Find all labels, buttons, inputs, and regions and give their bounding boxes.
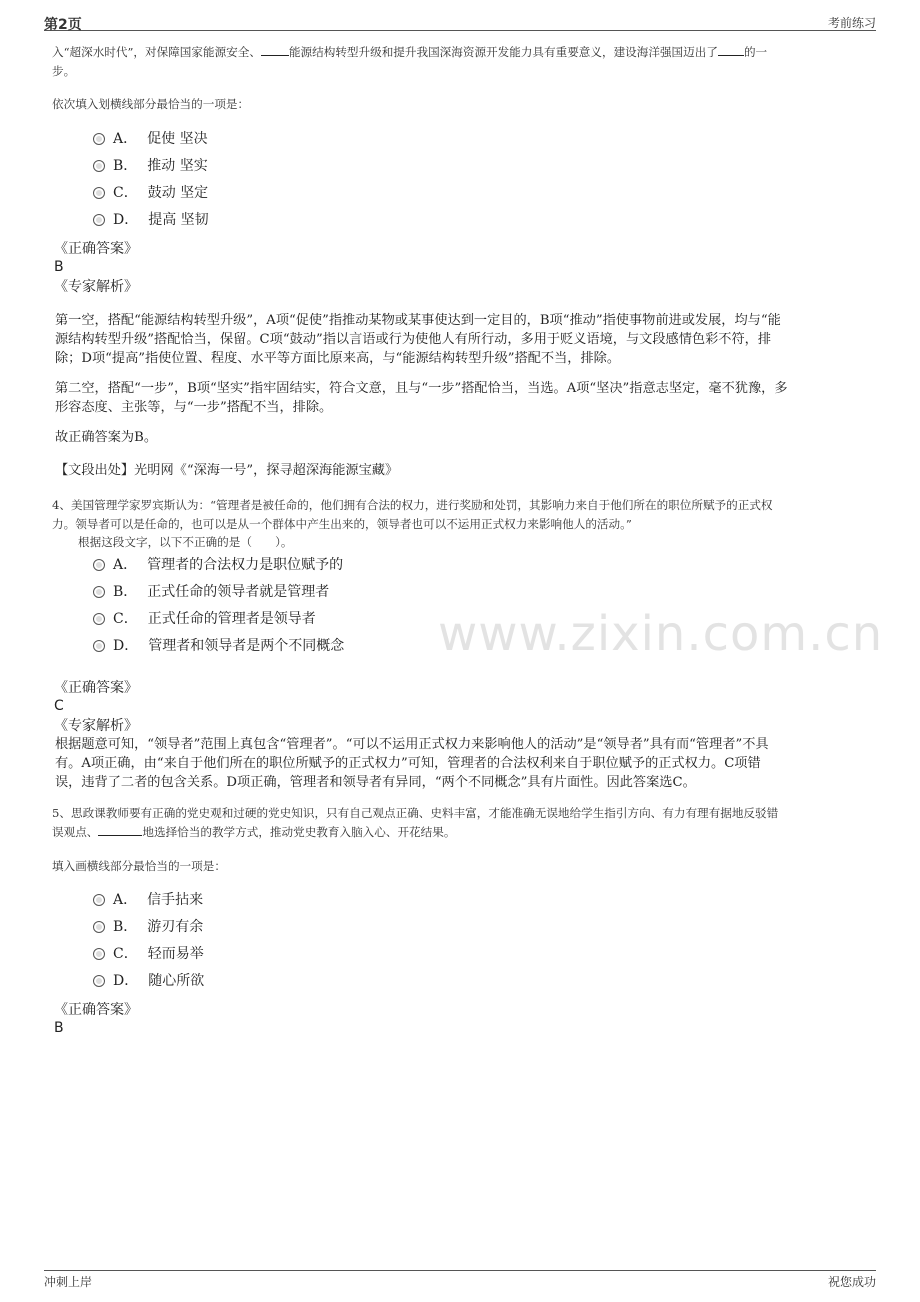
q5-option-b[interactable]: B． 游刃有余	[93, 918, 203, 936]
page-header	[44, 14, 876, 31]
radio-icon[interactable]	[93, 613, 105, 625]
radio-icon[interactable]	[93, 559, 105, 571]
page-number: 第2页	[44, 17, 82, 33]
q4-stem-line2: 力。领导者可以是任命的，也可以是从一个群体中产生出来的，领导者也可以不运用正式权力来影响他人的活动。”	[52, 517, 632, 531]
q4-analysis-line2: 有。A项正确，由“来自于他们所在的职位所赋予的正式权力”可知，管理者的合法权利来自于职位赋予的正式权力。C项错	[55, 756, 761, 771]
q5-stem	[52, 804, 872, 842]
q3-analysis-p1-line3: 除；D项“提高”指使位置、程度、水平等方面比原来高，与“能源结构转型升级”搭配不当，排除。	[55, 351, 621, 366]
q3-analysis-p1-line1: 第一空，搭配“能源结构转型升级”，A项“促使”指推动某物或某事使达到一定目的，B项“推动”指使事物前进或发展，均与“能	[55, 313, 781, 328]
q4-option-d[interactable]: D． 管理者和领导者是两个不同概念	[93, 637, 344, 655]
q4-prompt: 根据这段文字，以下不正确的是（ ）。	[78, 535, 293, 549]
q3-option-a[interactable]: A． 促使 坚决	[93, 130, 208, 148]
q4-stem-line1: 4、美国管理学家罗宾斯认为：“管理者是被任命的，他们拥有合法的权力，进行奖励和处罚，其影响力来自于他们所在的职位所赋予的正式权	[52, 498, 773, 512]
q3-blank-2	[718, 43, 744, 56]
q5-prompt: 填入画横线部分最恰当的一项是：	[52, 859, 226, 873]
q3-analysis-p2-line1: 第二空，搭配“一步”，B项“坚实”指牢固结实，符合文意，且与“一步”搭配恰当，当选。A项“坚决”指意志坚定，毫不犹豫，多	[55, 381, 788, 396]
radio-icon[interactable]	[93, 975, 105, 987]
q4-answer-label: 《正确答案》	[54, 680, 138, 696]
q4-analysis-line1: 根据题意可知，“领导者”范围上真包含“管理者”。“可以不运用正式权力来影响他人的活动”是“领导者”具有而“管理者”不具	[55, 737, 769, 752]
q4-stem	[52, 496, 872, 534]
page-footer	[44, 1270, 876, 1293]
q5-option-a[interactable]: A． 信手拈来	[93, 891, 203, 909]
footer-left: 冲刺上岸	[44, 1275, 93, 1289]
q3-stem-line2: 步。	[52, 64, 76, 78]
q3-answer: B	[54, 259, 64, 275]
radio-icon[interactable]	[93, 187, 105, 199]
q4-analysis-line3: 误，违背了二者的包含关系。D项正确，管理者和领导者有异同，“两个不同概念”具有片面性。因此答案选C。	[55, 775, 696, 790]
q4-analysis	[55, 735, 875, 792]
radio-icon[interactable]	[93, 640, 105, 652]
q5-answer-label: 《正确答案》	[54, 1002, 138, 1018]
q3-option-d[interactable]: D． 提高 坚韧	[93, 211, 209, 229]
radio-icon[interactable]	[93, 921, 105, 933]
radio-icon[interactable]	[93, 948, 105, 960]
watermark: www.zixin.com.cn	[438, 606, 884, 662]
q3-analysis-label: 《专家解析》	[54, 279, 138, 295]
radio-icon[interactable]	[93, 160, 105, 172]
header-title: 考前练习	[827, 16, 876, 30]
q3-analysis-p1-line2: 源结构转型升级”搭配恰当，保留。C项“鼓动”指以言语或行为使他人有所行动，多用于贬义语境，与文段感情色彩不符，排	[55, 332, 772, 347]
q3-option-b[interactable]: B． 推动 坚实	[93, 157, 208, 175]
q3-answer-label: 《正确答案》	[54, 241, 138, 257]
q3-analysis-p2	[55, 379, 875, 417]
q4-option-a[interactable]: A． 管理者的合法权力是职位赋予的	[93, 556, 343, 574]
q3-blank-1	[261, 43, 289, 56]
q3-stem	[52, 43, 872, 81]
q4-analysis-label: 《专家解析》	[54, 718, 138, 734]
q5-answer: B	[54, 1020, 64, 1036]
q3-analysis-p1	[55, 311, 875, 368]
q3-prompt: 依次填入划横线部分最恰当的一项是：	[52, 97, 250, 111]
radio-icon[interactable]	[93, 133, 105, 145]
footer-right: 祝您成功	[827, 1275, 876, 1289]
q4-option-c[interactable]: C． 正式任命的管理者是领导者	[93, 610, 316, 628]
radio-icon[interactable]	[93, 894, 105, 906]
q5-option-c[interactable]: C． 轻而易举	[93, 945, 204, 963]
q5-stem-line2: 误观点、 地选择恰当的教学方式，推动党史教育入脑入心、开花结果。	[52, 825, 456, 839]
q3-source: 【文段出处】光明网《“深海一号”，探寻超深海能源宝藏》	[55, 463, 399, 478]
q3-conclusion: 故正确答案为B。	[55, 430, 158, 445]
q3-option-c[interactable]: C． 鼓动 坚定	[93, 184, 208, 202]
radio-icon[interactable]	[93, 214, 105, 226]
q3-stem-line1: 入“超深水时代”，对保障国家能源安全、 能源结构转型升级和提升我国深海资源开发能力具有重要意义，建设海洋强国迈出了 的一	[52, 45, 768, 59]
q5-option-d[interactable]: D． 随心所欲	[93, 972, 204, 990]
q3-analysis-p2-line2: 形容态度、主张等，与“一步”搭配不当，排除。	[55, 400, 333, 415]
q4-answer: C	[54, 698, 64, 714]
q4-option-b[interactable]: B． 正式任命的领导者就是管理者	[93, 583, 329, 601]
q5-blank	[98, 823, 142, 836]
radio-icon[interactable]	[93, 586, 105, 598]
q5-stem-line1: 5、思政课教师要有正确的党史观和过硬的党史知识，只有自己观点正确、史料丰富，才能准确无误地给学生指引方向、有力有理有据地反驳错	[52, 806, 779, 820]
